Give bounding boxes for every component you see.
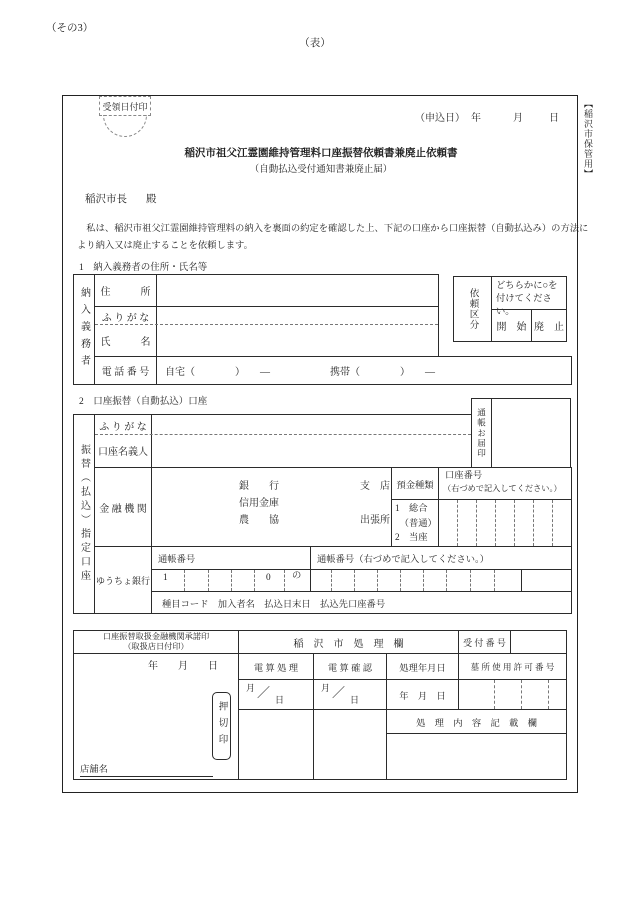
institution-label-cell: 金 融 機 関	[94, 467, 152, 547]
process-content-input-cell[interactable]	[386, 733, 567, 780]
holder-label-cell: 口座名義人	[94, 434, 152, 468]
account-group-label: 振替（払込）指定口座	[78, 444, 90, 584]
request-note-cell	[491, 276, 567, 317]
keep-copy-label: 【稲沢市保管用】	[583, 99, 593, 179]
payer-group-label: 納入義務者	[78, 287, 90, 372]
yucho-digit-fixed-0: 0	[266, 573, 271, 583]
grave-permit-input-cell[interactable]	[458, 679, 567, 710]
month-label: 月	[321, 683, 331, 693]
apply-date-year: 年	[471, 113, 481, 124]
computer-confirm-date-cell[interactable]	[313, 679, 387, 710]
branch-option: 支 店	[360, 481, 390, 492]
institution-input-cell[interactable]	[151, 467, 392, 547]
page-corner-label: （その3）	[46, 23, 94, 34]
yucho-number-sep	[377, 570, 378, 591]
yucho-number-sep	[446, 570, 447, 591]
yucho-no-particle: の	[292, 571, 302, 581]
payer-group-cell	[73, 274, 95, 385]
yucho-number-sep	[331, 570, 332, 591]
day-label: 日	[350, 695, 360, 705]
deposit-opt-toza: 2 当座	[395, 533, 428, 543]
yucho-number-header-cell: 通帳番号（右づめで記入してください。）	[310, 546, 572, 570]
approval-header-cell	[73, 630, 239, 654]
approval-date-ymd: 年 月 日	[148, 661, 218, 672]
approval-header-line2: （取扱店日付印）	[123, 642, 189, 651]
apply-date-label: （申込日）	[415, 113, 465, 124]
yucho-number-last-sep	[521, 569, 522, 592]
account-digit-sep	[495, 500, 496, 546]
computer-process-blank-cell[interactable]	[238, 709, 314, 780]
city-processing-header-cell: 稲 沢 市 処 理 欄	[238, 630, 459, 654]
computer-process-label-cell: 電 算 処 理	[238, 653, 314, 680]
permit-digit-sep	[521, 680, 522, 709]
account-digit-sep	[457, 500, 458, 546]
yucho-number-sep	[470, 570, 471, 591]
deposit-type-header-cell: 預金種類	[391, 467, 439, 500]
deposit-type-options-cell[interactable]	[391, 499, 439, 547]
yucho-number-sep	[400, 570, 401, 591]
form-subtitle: （自動払込受付通知書兼廃止届）	[249, 165, 393, 175]
request-type-label: 依頼区分	[467, 288, 478, 330]
name-label-cell: 氏 名	[94, 324, 157, 357]
oshikiri-stamp-label: 押切印	[216, 701, 227, 751]
yucho-number-sep	[354, 570, 355, 591]
account-digit-sep	[476, 500, 477, 546]
shinkin-option: 信用金庫	[239, 498, 279, 509]
page-side-label: （表）	[299, 38, 331, 49]
yucho-label-cell: ゆうちょ銀行	[94, 546, 152, 614]
receipt-number-label-cell: 受 付 番 号	[458, 630, 511, 654]
addressee-dono: 殿	[146, 194, 157, 205]
shop-name-label: 店舗名	[80, 765, 108, 775]
process-date-label-cell: 処理年月日	[386, 653, 459, 680]
oshikiri-stamp-cell	[212, 692, 231, 760]
receipt-stamp-label: 受領日付印	[99, 96, 151, 116]
account-digit-sep	[514, 500, 515, 546]
phone-label-cell: 電 話 番 号	[94, 356, 157, 385]
address-label-cell: 住 所	[94, 274, 157, 307]
sub-branch-option: 出張所	[360, 515, 390, 526]
holder-input-cell[interactable]	[151, 434, 472, 468]
yucho-symbol-sep	[208, 570, 209, 591]
section2-heading: 2 口座振替（自動払込）口座	[79, 397, 208, 407]
passbook-seal-area[interactable]	[491, 398, 571, 468]
yucho-footer-cell	[151, 591, 572, 614]
request-type-cell	[453, 276, 492, 342]
computer-confirm-label-cell: 電 算 確 認	[313, 653, 387, 680]
approval-stamp-cell[interactable]	[73, 653, 239, 780]
receipt-stamp-circle[interactable]	[103, 115, 147, 137]
process-content-header-cell: 処 理 内 容 記 載 欄	[386, 709, 567, 734]
passbook-seal-label-cell	[471, 398, 492, 468]
furigana-label-cell: ふ り が な	[94, 306, 157, 325]
yucho-number-sep	[494, 570, 495, 591]
deposit-opt-futsu: （普通）	[395, 518, 437, 529]
receipt-number-input-cell[interactable]	[510, 630, 567, 654]
permit-digit-sep	[548, 680, 549, 709]
account-furigana-input-cell[interactable]	[151, 414, 472, 435]
apply-date-month: 月	[513, 113, 523, 124]
yucho-symbol-sep	[254, 570, 255, 591]
passbook-seal-label: 通帳お届印	[476, 407, 487, 459]
request-start-cell[interactable]: 開 始	[491, 309, 532, 342]
computer-confirm-blank-cell[interactable]	[313, 709, 387, 780]
yucho-symbol-sep	[284, 570, 285, 591]
furigana-divider	[95, 324, 438, 325]
request-note-line1: どちらかに○を	[496, 281, 558, 291]
yucho-number-sep	[423, 570, 424, 591]
apply-date-day: 日	[549, 113, 559, 124]
form-title: 稲沢市祖父江霊園維持管理料口座振替依頼書兼廃止依頼書	[184, 148, 458, 159]
account-furigana-label-cell: ふ り が な	[94, 414, 152, 435]
address-input-cell[interactable]	[156, 274, 439, 307]
body-line-1: 私は、稲沢市祖父江霊園維持管理料の納入を裏面の約定を確認した上、下記の口座から口座振替（自動払込み）の方法に	[77, 224, 589, 234]
yucho-symbol-sep	[184, 570, 185, 591]
permit-digit-sep	[494, 680, 495, 709]
account-digit-sep	[533, 500, 534, 546]
approval-header-line1: 口座振替取扱金融機関承諾印	[102, 631, 210, 641]
process-date-input-cell[interactable]: 年 月 日	[386, 679, 459, 710]
furigana-input-cell[interactable]	[156, 306, 439, 325]
date-slash: ／	[332, 685, 346, 700]
shop-name-field[interactable]	[80, 761, 213, 777]
grave-permit-label-cell: 墓 所 使 用 許 可 番 号	[458, 653, 567, 680]
nokyo-option: 農 協	[239, 515, 279, 526]
addressee-mayor: 稲沢市長	[85, 194, 127, 205]
body-line-2: より納入又は廃止することを依頼します。	[77, 241, 253, 251]
name-input-cell[interactable]	[156, 324, 439, 357]
computer-process-date-cell[interactable]	[238, 679, 314, 710]
phone-template-text: 自宅（ ） ― 携帯（ ） ―	[165, 367, 435, 378]
bank-option: 銀 行	[239, 481, 279, 492]
yucho-number-digits-cell[interactable]	[310, 569, 572, 592]
account-digit-sep	[552, 500, 553, 546]
account-group-cell	[73, 414, 95, 614]
account-number-note: （右づめで記入してください。）	[443, 484, 562, 493]
account-number-header: 口座番号	[445, 471, 483, 481]
deposit-opt-sogo: 1 総合	[395, 504, 428, 514]
day-label: 日	[275, 695, 285, 705]
yucho-symbol-sep	[231, 570, 232, 591]
month-label: 月	[246, 683, 256, 693]
yucho-digit-fixed-1: 1	[163, 573, 168, 583]
request-stop-cell[interactable]: 廃 止	[531, 309, 567, 342]
request-note-line2: 付けてください。	[496, 294, 552, 317]
yucho-footer-text: 種目コード 加入者名 払込日末日 払込先口座番号	[162, 599, 386, 610]
section1-heading: 1 納入義務者の住所・氏名等	[79, 263, 208, 273]
phone-input-cell[interactable]	[156, 356, 572, 385]
date-slash: ／	[257, 685, 271, 700]
account-furigana-divider	[95, 434, 471, 435]
yucho-symbol-header-cell: 通帳番号	[151, 546, 311, 570]
